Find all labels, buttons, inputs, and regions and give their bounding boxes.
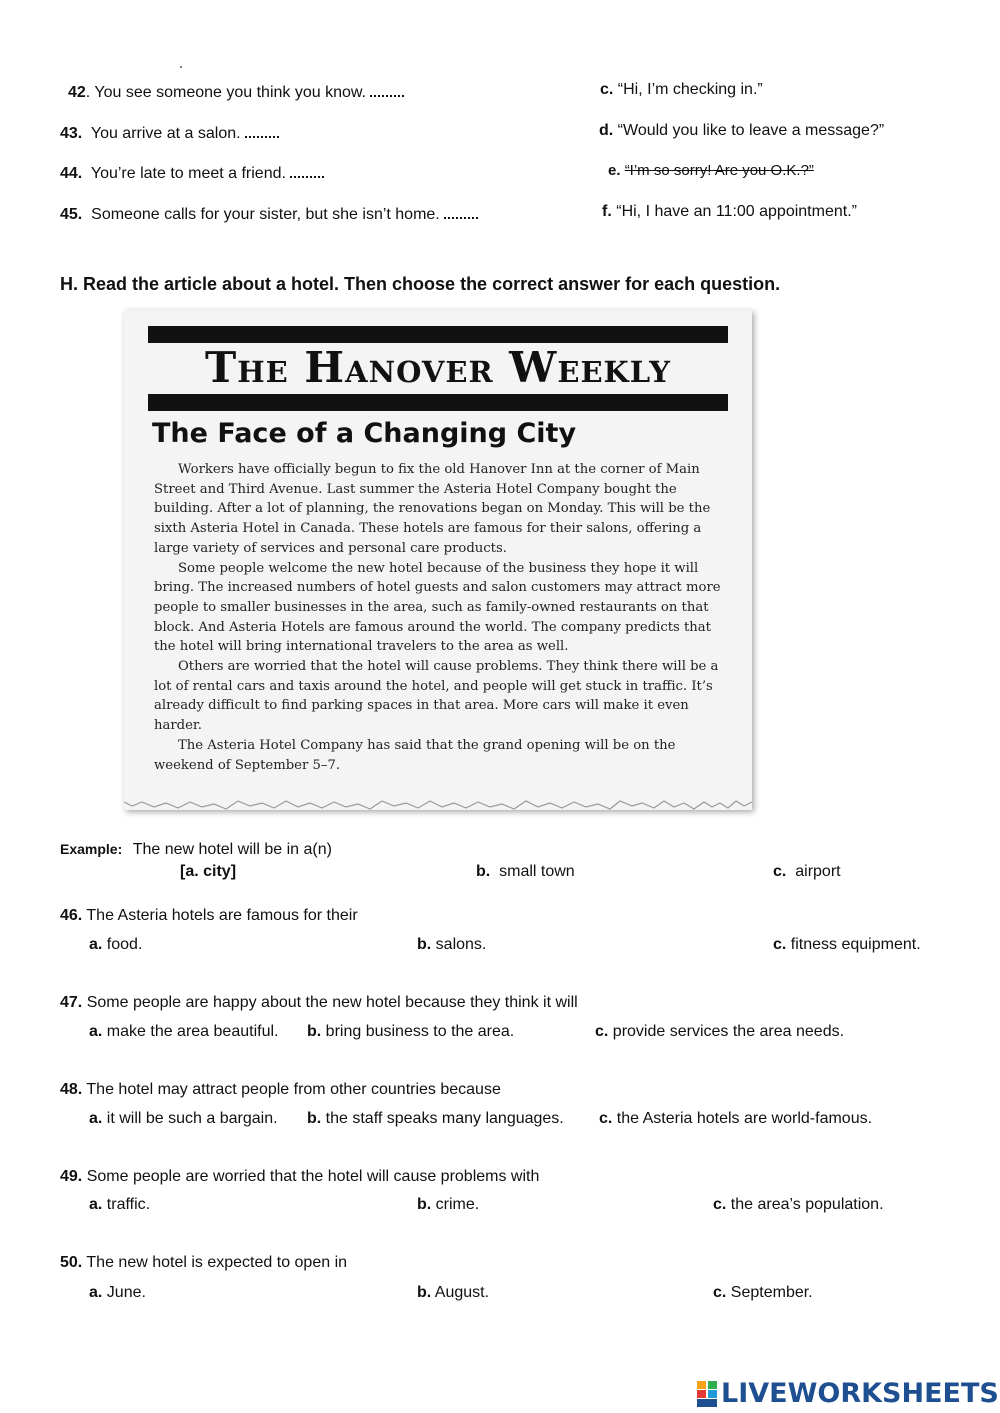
question-text: Some people are happy about the new hotel because they think it will [86,994,578,1011]
option-letter: c. [773,936,787,953]
article-paragraph: Others are worried that the hotel will cause problems. They think there will be a lot of rental cars and taxis around the hotel, and people will get stuck in traffic. It’s already difficult to find parking spaces in that area. More cars will make it even harder. [154,659,719,734]
masthead-bar-bottom [148,394,728,411]
question-text: Some people are worried that the hotel will cause problems with [86,1168,540,1185]
option-text: bring business to the area. [325,1023,515,1040]
item-number: 45. [60,206,83,223]
question-48 [60,1081,501,1099]
q49-option-c[interactable] [713,1196,884,1214]
matching-item-45 [60,203,478,224]
q46-option-a[interactable] [89,936,142,954]
option-letter: a. [89,1196,103,1213]
q46-option-c[interactable] [773,936,921,954]
q49-option-b[interactable] [417,1196,479,1214]
q48-option-c[interactable] [599,1110,872,1128]
option-letter: c. [595,1023,609,1040]
stray-dot [180,66,182,68]
response-letter: c. [600,81,614,98]
option-text: food. [106,936,143,953]
option-text: September. [730,1284,813,1301]
question-number: 50. [60,1254,83,1271]
q50-option-a[interactable] [89,1284,146,1302]
option-letter: a. [89,1023,103,1040]
option-text: the area’s population. [730,1196,884,1213]
article-headline: The Face of a Changing City [152,418,577,449]
article-paragraph: Some people welcome the new hotel because of the business they hope it will bring. The increased numbers of hotel guests and salon customers may attract more people to smaller businesses in the area, such as family-owned restaurants on that block. And Asteria Hotels are famous around the world. The company predicts that the hotel will bring international travelers to the area as well. [154,560,721,655]
q48-option-b[interactable] [307,1110,564,1128]
option-text: traffic. [106,1196,151,1213]
example-label: Example: [60,841,123,857]
option-text: crime. [435,1196,480,1213]
item-number: 42 [68,84,86,101]
response-letter: d. [599,122,614,139]
liveworksheets-logo-text: LIVEWORKSHEETS [721,1378,999,1409]
option-letter: b. [417,936,432,953]
matching-item-44 [60,162,324,183]
option-text: salons. [435,936,487,953]
q49-option-a[interactable] [89,1196,150,1214]
article-paragraph: Workers have officially begun to fix the old Hanover Inn at the corner of Main Street and Third Avenue. Last summer the Asteria Hotel Company bought the building. After a lot of planning, the renovations began on Monday. This will be the sixth Asteria Hotel in Canada. These hotels are famous for their salons, offering a large variety of services and personal care products. [154,462,711,556]
item-number: 44. [60,165,83,182]
option-letter: b. [417,1196,432,1213]
liveworksheets-logo[interactable] [697,1378,999,1409]
option-text: it will be such a bargain. [106,1110,278,1127]
option-text: small town [499,863,575,880]
question-number: 48. [60,1081,83,1098]
article-paragraph: The Asteria Hotel Company has said that the grand opening will be on the weekend of September 5–7. [154,737,676,773]
matching-item-43 [60,122,279,143]
section-h-heading: H. Read the article about a hotel. Then choose the correct answer for each question. [60,274,781,294]
answer-blank-44[interactable] [290,162,324,178]
item-text: You’re late to meet a friend. [90,165,286,182]
matching-item-42 [68,81,404,102]
option-letter: b. [307,1023,322,1040]
response-letter: e. [608,162,621,179]
response-letter: f. [602,203,612,220]
item-number: 43. [60,125,83,142]
q47-option-c[interactable] [595,1023,844,1041]
response-e [608,162,814,179]
question-50 [60,1254,347,1272]
question-number: 46. [60,907,83,924]
option-letter: b. [307,1110,322,1127]
example-answer-a: [a. city] [180,863,237,880]
answer-blank-42[interactable] [370,81,404,97]
option-letter: b. [417,1284,432,1301]
example-row [60,841,332,859]
q48-option-a[interactable] [89,1110,278,1128]
question-49 [60,1168,539,1186]
option-text: the Asteria hotels are world-famous. [616,1110,873,1127]
option-letter: c. [599,1110,613,1127]
question-text: The Asteria hotels are famous for their [86,907,358,924]
item-text: You arrive at a salon. [90,125,241,142]
q50-option-b[interactable] [417,1284,489,1302]
item-text: Someone calls for your sister, but she isn’t home. [91,206,440,223]
response-d [599,122,884,140]
option-letter: c. [713,1284,727,1301]
option-text: June. [106,1284,146,1301]
q47-option-b[interactable] [307,1023,514,1041]
option-letter: a. [89,1110,103,1127]
answer-blank-45[interactable] [444,203,478,219]
option-text: August. [434,1284,490,1301]
example-option-c [773,863,841,881]
option-text: fitness equipment. [790,936,921,953]
response-f [602,203,857,221]
example-question: The new hotel will be in a(n) [132,841,332,858]
option-letter: b. [476,863,491,880]
question-number: 49. [60,1168,83,1185]
option-letter: a. [89,1284,103,1301]
question-46 [60,907,358,925]
liveworksheets-logo-icon [697,1381,717,1407]
option-letter: c. [773,863,787,880]
newspaper-masthead: The Hanover Weekly [205,343,671,392]
example-option-b [476,863,575,881]
response-c [600,81,763,99]
option-text: airport [795,863,841,880]
item-text: . You see someone you think you know. [85,84,366,101]
torn-edge [124,788,752,814]
question-text: The hotel may attract people from other countries because [86,1081,501,1098]
answer-blank-43[interactable] [245,122,279,138]
option-letter: a. [89,936,103,953]
q50-option-c[interactable] [713,1284,813,1302]
option-text: provide services the area needs. [612,1023,845,1040]
option-text: make the area beautiful. [106,1023,279,1040]
newspaper-clipping [124,310,752,810]
response-text: “Would you like to leave a message?” [617,122,885,139]
option-letter: c. [713,1196,727,1213]
response-text: “Hi, I have an 11:00 appointment.” [616,203,857,220]
question-text: The new hotel is expected to open in [86,1254,348,1271]
question-47 [60,994,578,1012]
question-number: 47. [60,994,83,1011]
q46-option-b[interactable] [417,936,486,954]
response-text-struck: “I’m so sorry! Are you O.K.?” [624,162,814,179]
article-body [154,460,729,775]
response-text: “Hi, I’m checking in.” [617,81,763,98]
option-text: the staff speaks many languages. [325,1110,564,1127]
q47-option-a[interactable] [89,1023,278,1041]
